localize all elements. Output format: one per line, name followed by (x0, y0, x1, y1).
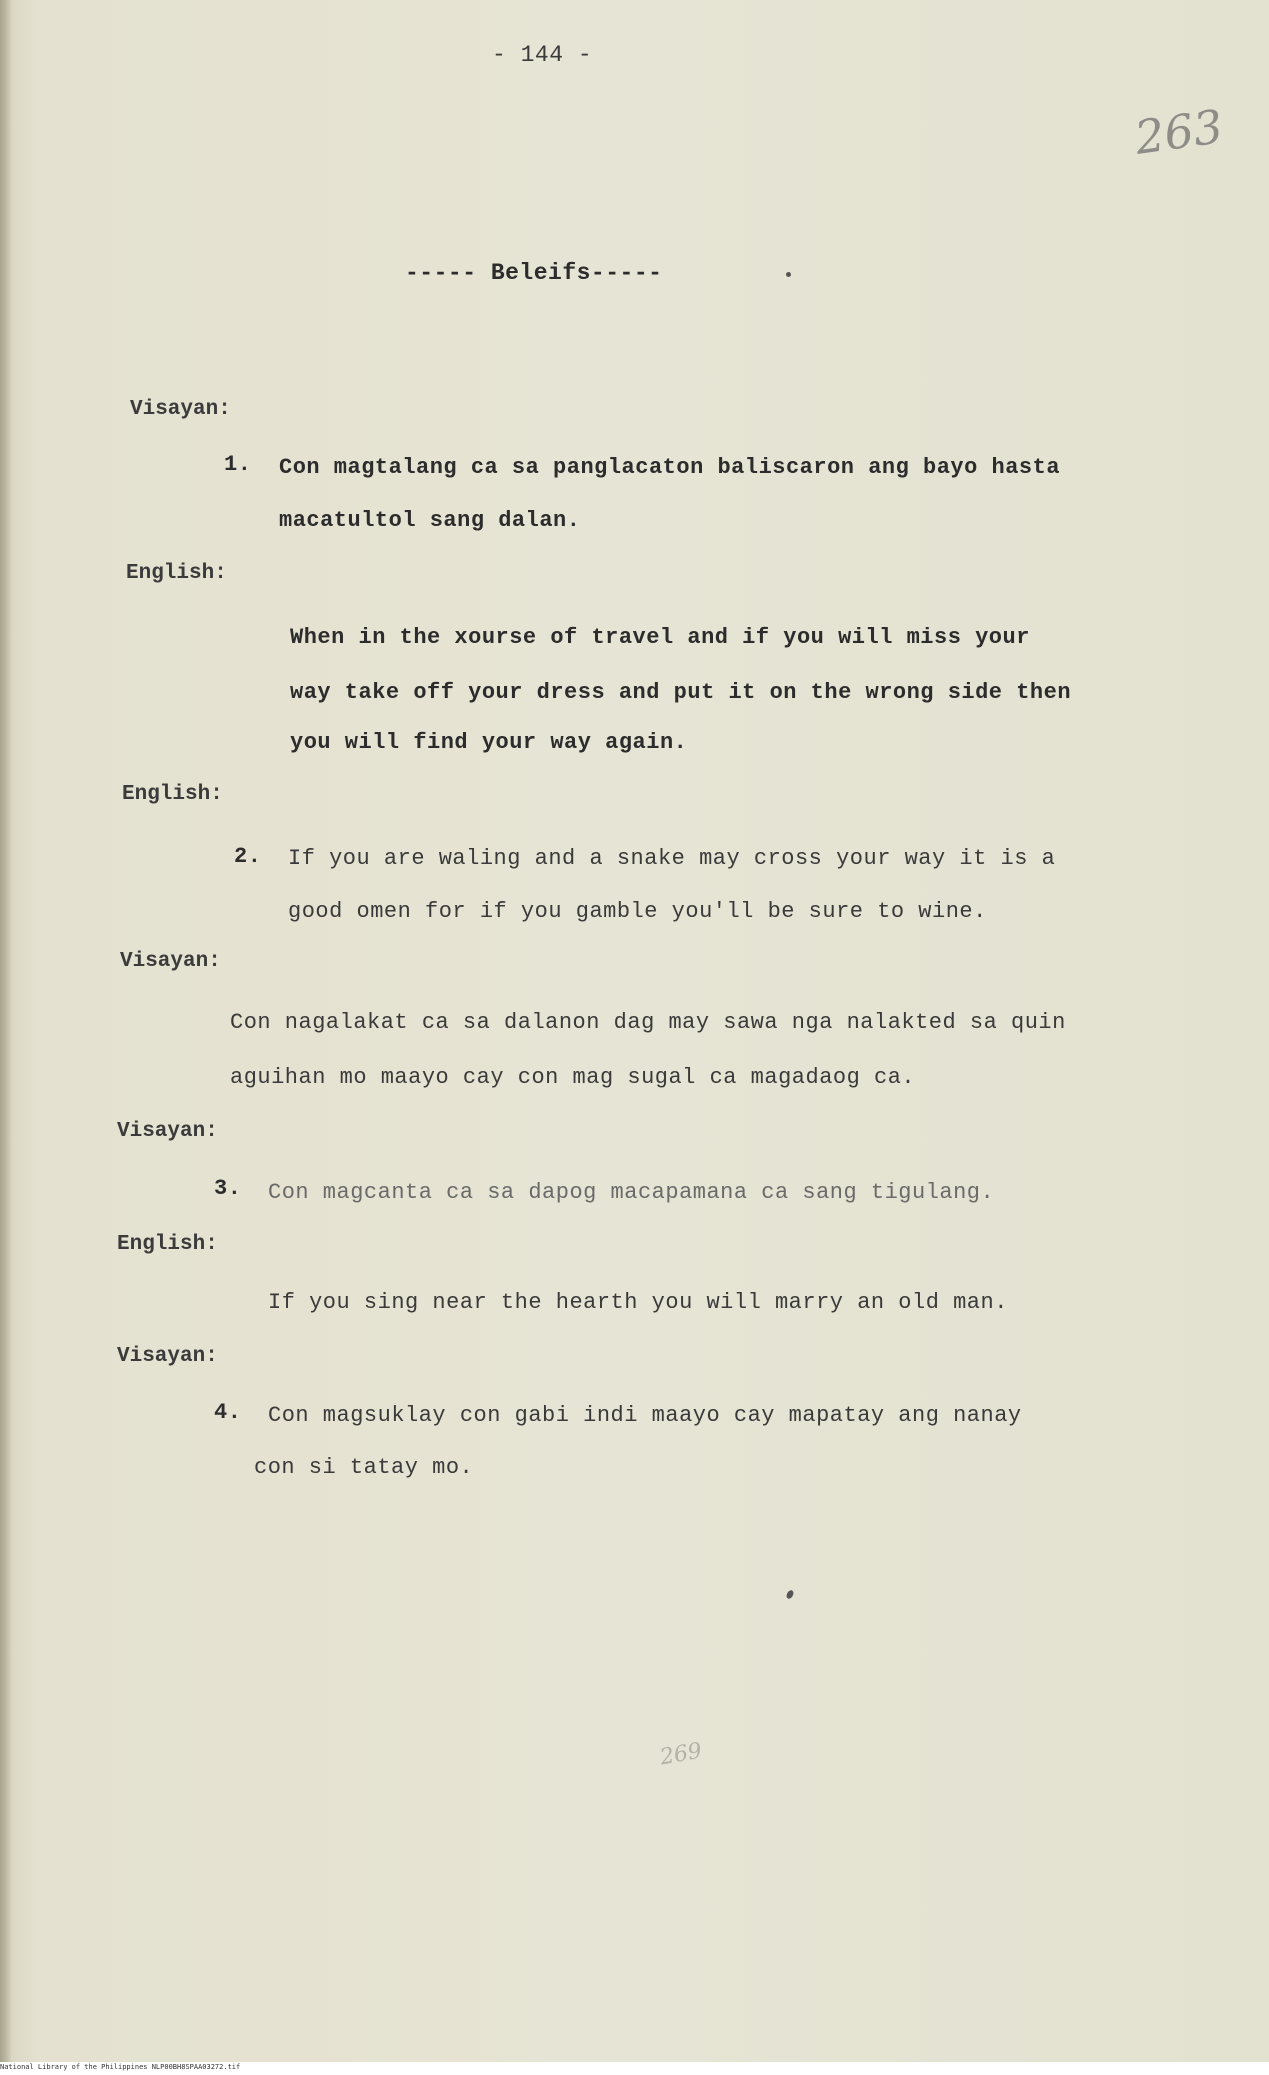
visayan-text: Con nagalakat ca sa dalanon dag may sawa nga nalakted sa quin (230, 1010, 1066, 1035)
visayan-text: Con magsuklay con gabi indi maayo cay mapatay ang nanay (268, 1403, 1022, 1428)
document-title: ----- Beleifs----- (405, 260, 663, 286)
visayan-text: con si tatay mo. (254, 1455, 474, 1480)
visayan-text: macatultol sang dalan. (279, 508, 581, 533)
english-text: you will find your way again. (290, 730, 688, 755)
language-label-english: English: (122, 783, 223, 806)
page-number: - 144 - (492, 42, 593, 68)
language-label-english: English: (117, 1233, 218, 1256)
ink-dot (786, 272, 791, 277)
ink-mark (785, 1589, 795, 1600)
visayan-text: Con magtalang ca sa panglacaton baliscaron ang bayo hasta (279, 455, 1061, 480)
item-number: 3. (214, 1176, 242, 1201)
language-label-visayan: Visayan: (130, 398, 231, 421)
language-label-visayan: Visayan: (120, 950, 221, 973)
english-text: good omen for if you gamble you'll be sure to wine. (288, 899, 987, 924)
page-edge-shadow (0, 0, 12, 2062)
visayan-text: aguihan mo maayo cay con mag sugal ca magadaog ca. (230, 1065, 916, 1090)
item-number: 4. (214, 1400, 242, 1425)
handwritten-folio-number: 269 (658, 1738, 704, 1771)
english-text: When in the xourse of travel and if you will miss your (290, 625, 1030, 650)
english-text: If you are waling and a snake may cross your way it is a (288, 846, 1056, 871)
language-label-english: English: (126, 562, 227, 585)
english-text: way take off your dress and put it on the wrong side then (290, 680, 1072, 705)
language-label-visayan: Visayan: (117, 1345, 218, 1368)
language-label-visayan: Visayan: (117, 1120, 218, 1143)
handwritten-page-number: 263 (1131, 99, 1227, 165)
english-text: If you sing near the hearth you will marry an old man. (268, 1290, 1008, 1315)
scan-footer: National Library of the Philippines NLP00BH8SPAA03272.tif (0, 2063, 241, 2071)
item-number: 1. (224, 452, 252, 477)
visayan-text: Con magcanta ca sa dapog macapamana ca sang tigulang. (268, 1180, 995, 1205)
item-number: 2. (234, 844, 262, 869)
